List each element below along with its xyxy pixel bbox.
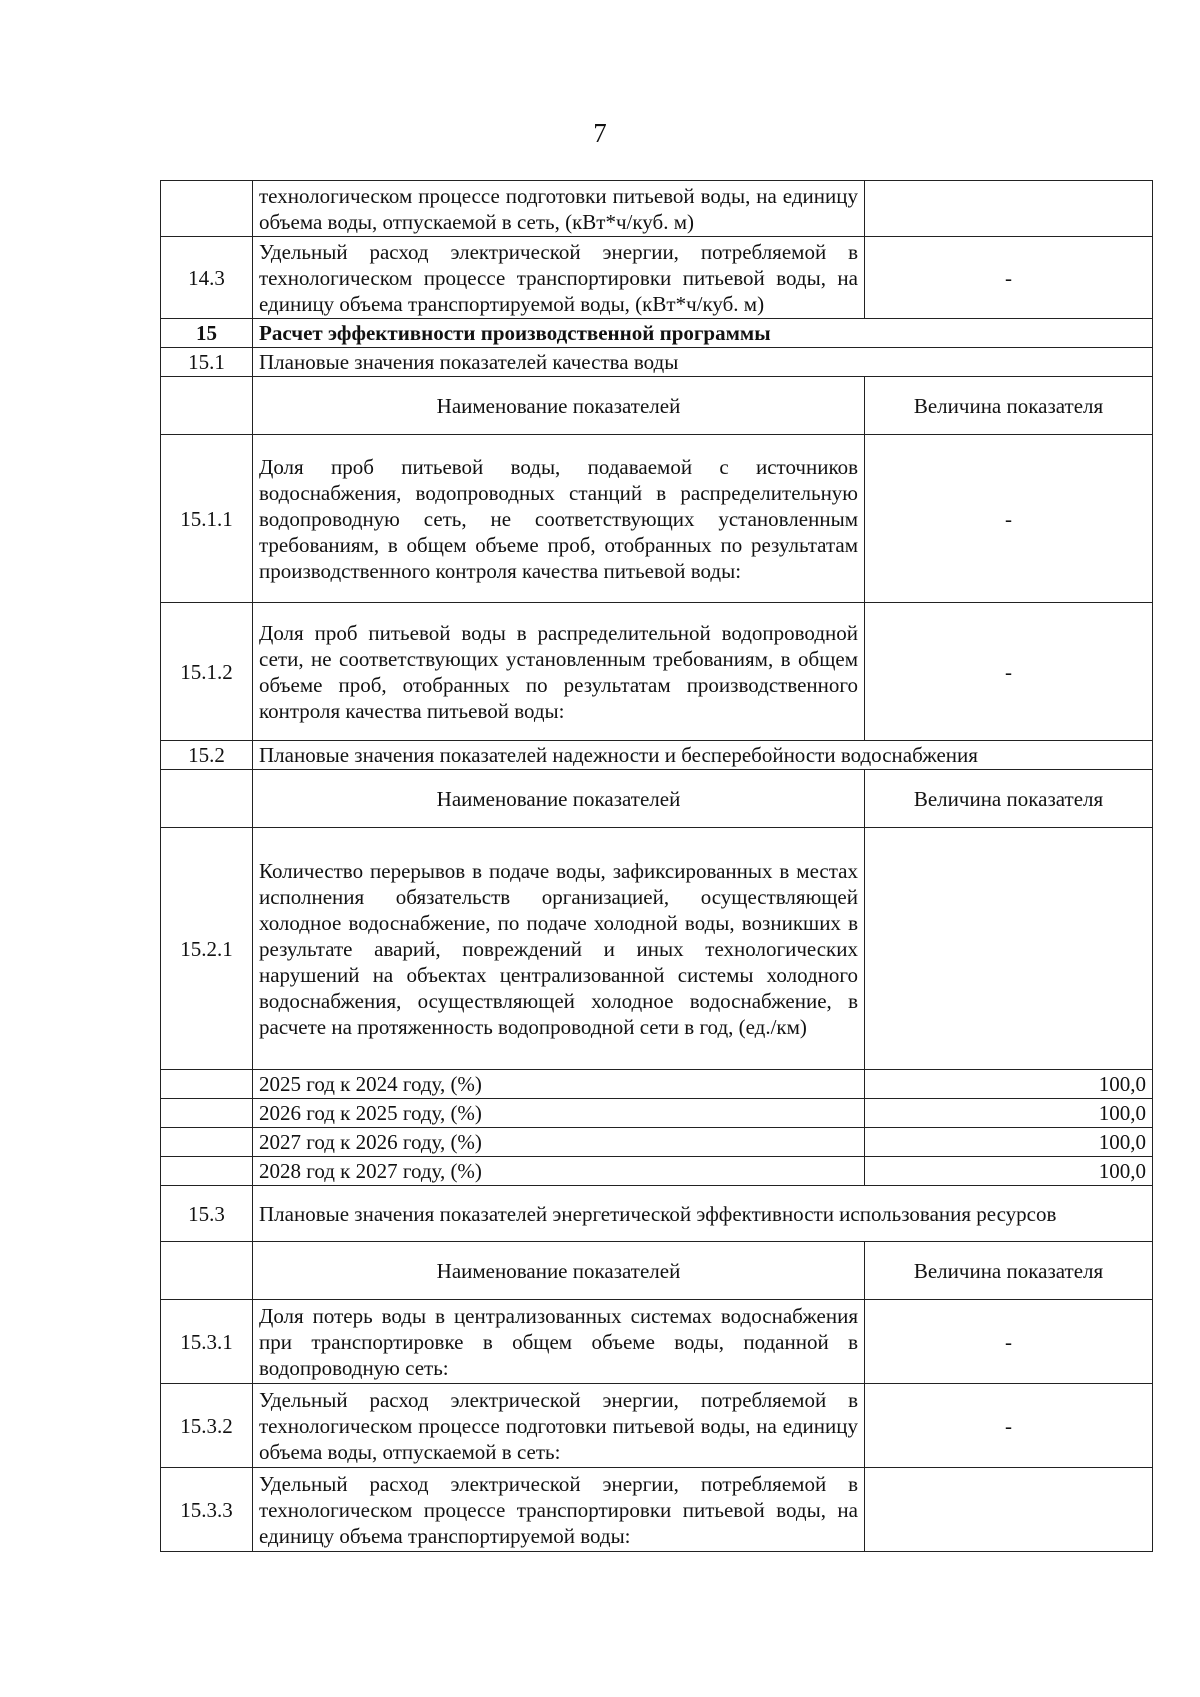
row-number: 15.1.2 [161,603,253,741]
indicator-text: технологическом процессе подготовки питьевой воды, на единицу объема воды, отпускаемой в сеть, (кВт*ч/куб. м) [253,181,865,237]
indicators-table [160,180,1153,1552]
subsection-number: 15.2 [161,741,253,770]
subsection-title: Плановые значения показателей надежности и бесперебойности водоснабжения [253,741,1153,770]
indicator-value [865,828,1153,1070]
subsection-title: Плановые значения показателей качества воды [253,348,1153,377]
row-number: 15.1.1 [161,435,253,603]
header-name: Наименование показателей [253,770,865,828]
header-empty-cell [161,770,253,828]
year-value: 100,0 [865,1128,1153,1157]
indicator-text: Доля проб питьевой воды в распределительной водопроводной сети, не соответствующих установленным требованиям, в общем объеме проб, отобранных по результатам производственного контроля качества питьевой воды: [253,603,865,741]
header-empty-cell [161,377,253,435]
indicator-text: Доля потерь воды в централизованных системах водоснабжения при транспортировке в общем объеме воды, поданной в водопроводную сеть: [253,1300,865,1384]
year-row [161,1070,1153,1099]
header-value: Величина показателя [865,1242,1153,1300]
year-value: 100,0 [865,1157,1153,1186]
section-title: Расчет эффективности производственной программы [253,319,1153,348]
indicator-text: Доля проб питьевой воды, подаваемой с источников водоснабжения, водопроводных станций в распределительную водопроводную сеть, не соответствующих установленным требованиям, в общем объеме проб, отобранных по результатам производственного контроля качества питьевой воды: [253,435,865,603]
header-row [161,770,1153,828]
page-number: 7 [593,118,607,148]
indicator-value: - [865,603,1153,741]
year-label: 2027 год к 2026 году, (%) [253,1128,865,1157]
table-row [161,1384,1153,1468]
header-name: Наименование показателей [253,1242,865,1300]
section-number: 15 [161,319,253,348]
indicator-text: Количество перерывов в подаче воды, зафиксированных в местах исполнения обязательств организацией, осуществляющей холодное водоснабжение, по подаче холодной воды, возникших в результате аварий, повреждений и иных технологических нарушений на объектах централизованной системы холодного водоснабжения, осуществляющей холодное водоснабжение, в расчете на протяженность водопроводной сети в год, (ед./км) [253,828,865,1070]
year-label: 2026 год к 2025 году, (%) [253,1099,865,1128]
year-row [161,1157,1153,1186]
year-value: 100,0 [865,1070,1153,1099]
row-number: 15.3.3 [161,1468,253,1552]
indicator-value: - [865,1384,1153,1468]
indicator-text: Удельный расход электрической энергии, потребляемой в технологическом процессе транспортировки питьевой воды, на единицу объема транспортируемой воды: [253,1468,865,1552]
indicator-text: Удельный расход электрической энергии, потребляемой в технологическом процессе транспортировки питьевой воды, на единицу объема транспортируемой воды, (кВт*ч/куб. м) [253,237,865,319]
year-row [161,1099,1153,1128]
subsection-title: Плановые значения показателей энергетической эффективности использования ресурсов [253,1186,1153,1242]
subsection-number: 15.3 [161,1186,253,1242]
subsection-row [161,1186,1153,1242]
indicator-value: - [865,435,1153,603]
year-value: 100,0 [865,1099,1153,1128]
indicator-text: Удельный расход электрической энергии, потребляемой в технологическом процессе подготовки питьевой воды, на единицу объема воды, отпускаемой в сеть: [253,1384,865,1468]
table-row [161,828,1153,1070]
table-row [161,1300,1153,1384]
section-row [161,319,1153,348]
empty-cell [161,1157,253,1186]
table-row [161,1468,1153,1552]
header-empty-cell [161,1242,253,1300]
year-label: 2028 год к 2027 году, (%) [253,1157,865,1186]
year-label: 2025 год к 2024 году, (%) [253,1070,865,1099]
subsection-row [161,741,1153,770]
table-row [161,237,1153,319]
header-value: Величина показателя [865,377,1153,435]
empty-cell [161,1128,253,1157]
subsection-row [161,348,1153,377]
indicator-value [865,1468,1153,1552]
row-number: 15.3.2 [161,1384,253,1468]
indicator-value: - [865,237,1153,319]
indicator-value [865,181,1153,237]
row-number: 15.3.1 [161,1300,253,1384]
row-number: 14.3 [161,237,253,319]
table-row [161,435,1153,603]
empty-cell [161,1099,253,1128]
empty-cell [161,1070,253,1099]
header-row [161,377,1153,435]
table-row [161,181,1153,237]
table-row [161,603,1153,741]
year-row [161,1128,1153,1157]
subsection-number: 15.1 [161,348,253,377]
header-row [161,1242,1153,1300]
indicator-value: - [865,1300,1153,1384]
row-number [161,181,253,237]
row-number: 15.2.1 [161,828,253,1070]
header-value: Величина показателя [865,770,1153,828]
header-name: Наименование показателей [253,377,865,435]
